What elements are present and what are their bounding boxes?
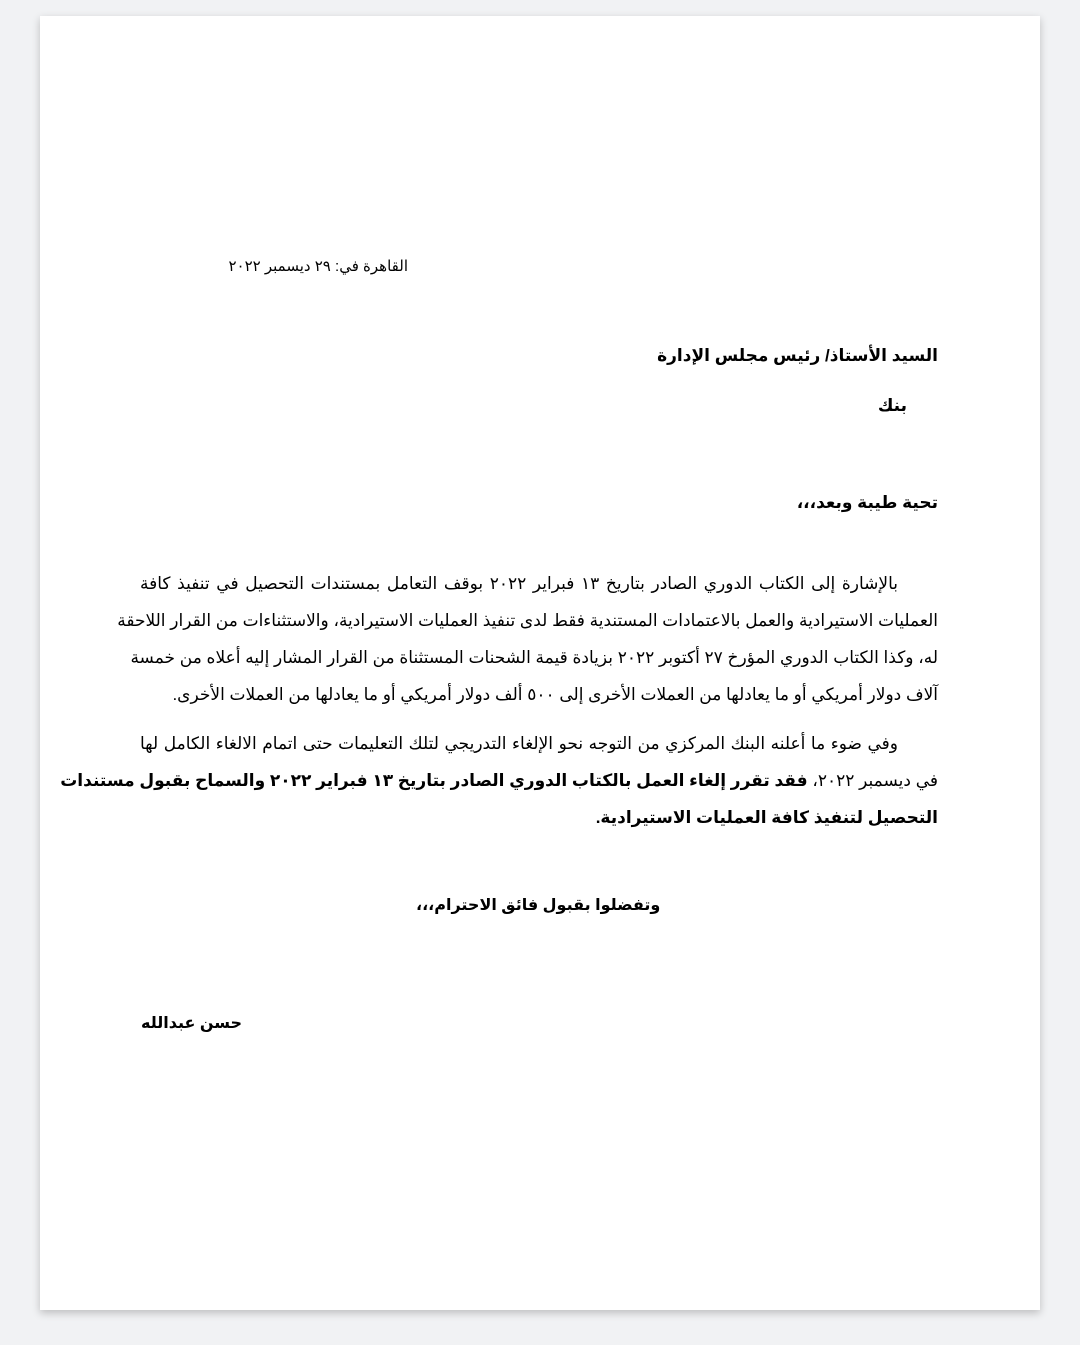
- paragraph-line: [60, 762, 938, 799]
- body-paragraph-2: [60, 725, 938, 836]
- date-line: القاهرة في: ٢٩ ديسمبر ٢٠٢٢: [228, 258, 408, 275]
- paragraph-line: وفي ضوء ما أعلنه البنك المركزي من التوجه نحو الإلغاء التدريجي لتلك التعليمات حتى اتمام الالغاء الكامل لها: [140, 734, 898, 753]
- paragraph-line: العمليات الاستيرادية والعمل بالاعتمادات المستندية فقط لدى تنفيذ العمليات الاستيرادية، والاستثناءات من القرار اللاحقة: [117, 611, 938, 630]
- paragraph-line: آلاف دولار أمريكي أو ما يعادلها من العملات الأخرى إلى ٥٠٠ ألف دولار أمريكي أو ما يعادلها من العملات الأخرى.: [172, 685, 938, 704]
- recipient-bank: بنك: [877, 396, 907, 415]
- greeting: تحية طيبة وبعد،،،: [796, 493, 938, 512]
- document-page: [40, 16, 1040, 1310]
- signature-name: حسن عبدالله: [141, 1015, 243, 1032]
- paragraph-bold-text: فقد تقرر إلغاء العمل بالكتاب الدوري الصادر بتاريخ ١٣ فبراير ٢٠٢٢ والسماح بقبول مستندات: [60, 771, 808, 790]
- closing-line: وتفضلوا بقبول فائق الاحترام،،،: [416, 897, 661, 914]
- recipient-title: السيد الأستاذ/ رئيس مجلس الإدارة: [657, 346, 938, 365]
- paragraph-line: له، وكذا الكتاب الدوري المؤرخ ٢٧ أكتوبر ٢٠٢٢ بزيادة قيمة الشحنات المستثناة من القرار المشار إليه أعلاه من خمسة: [130, 648, 938, 667]
- paragraph-line: التحصيل لتنفيذ كافة العمليات الاستيرادية.: [595, 808, 938, 827]
- body-paragraph-1: [117, 565, 938, 713]
- paragraph-text: في ديسمبر ٢٠٢٢،: [807, 771, 938, 790]
- paragraph-line: بالإشارة إلى الكتاب الدوري الصادر بتاريخ ١٣ فبراير ٢٠٢٢ بوقف التعامل بمستندات التحصيل في تنفيذ كافة: [140, 574, 898, 593]
